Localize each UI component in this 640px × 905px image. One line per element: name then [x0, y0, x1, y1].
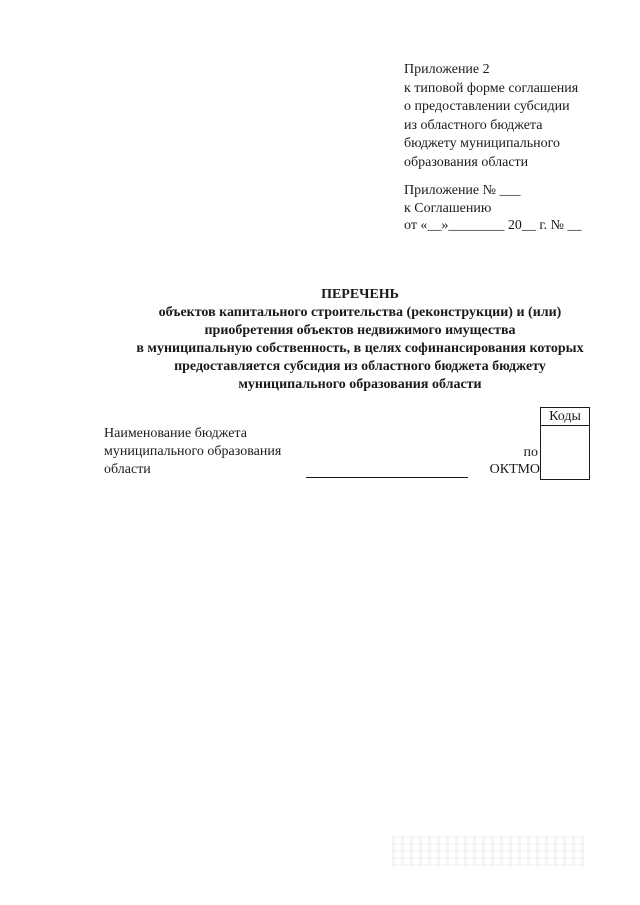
document-title — [100, 286, 620, 394]
title-line: приобретения объектов недвижимого имущества — [204, 323, 516, 338]
codes-header-cell: Коды — [540, 407, 590, 426]
title-main: ПЕРЕЧЕНЬ — [321, 287, 399, 302]
budget-name-fill-line — [306, 477, 468, 478]
scan-artifact — [392, 836, 584, 866]
oktmo-label: ОКТМО — [489, 462, 540, 477]
agreement-reference: Приложение № ___ к Соглашению от «__»________ 20__ г. № __ — [404, 183, 582, 233]
po-label: по — [523, 445, 538, 460]
oktmo-code-cell — [540, 425, 590, 480]
title-line: муниципального образования области — [238, 377, 482, 392]
title-line: объектов капитального строительства (реконструкции) и (или) — [158, 305, 562, 320]
budget-name-label: Наименование бюджета муниципального образования области — [104, 426, 282, 477]
title-line: в муниципальную собственность, в целях софинансирования которых — [136, 341, 584, 356]
appendix-header: Приложение 2 к типовой форме соглашения о предоставлении субсидии из областного бюджета бюджету муниципального образования области — [404, 62, 579, 170]
title-line: предоставляется субсидия из областного бюджета бюджету — [174, 359, 546, 374]
